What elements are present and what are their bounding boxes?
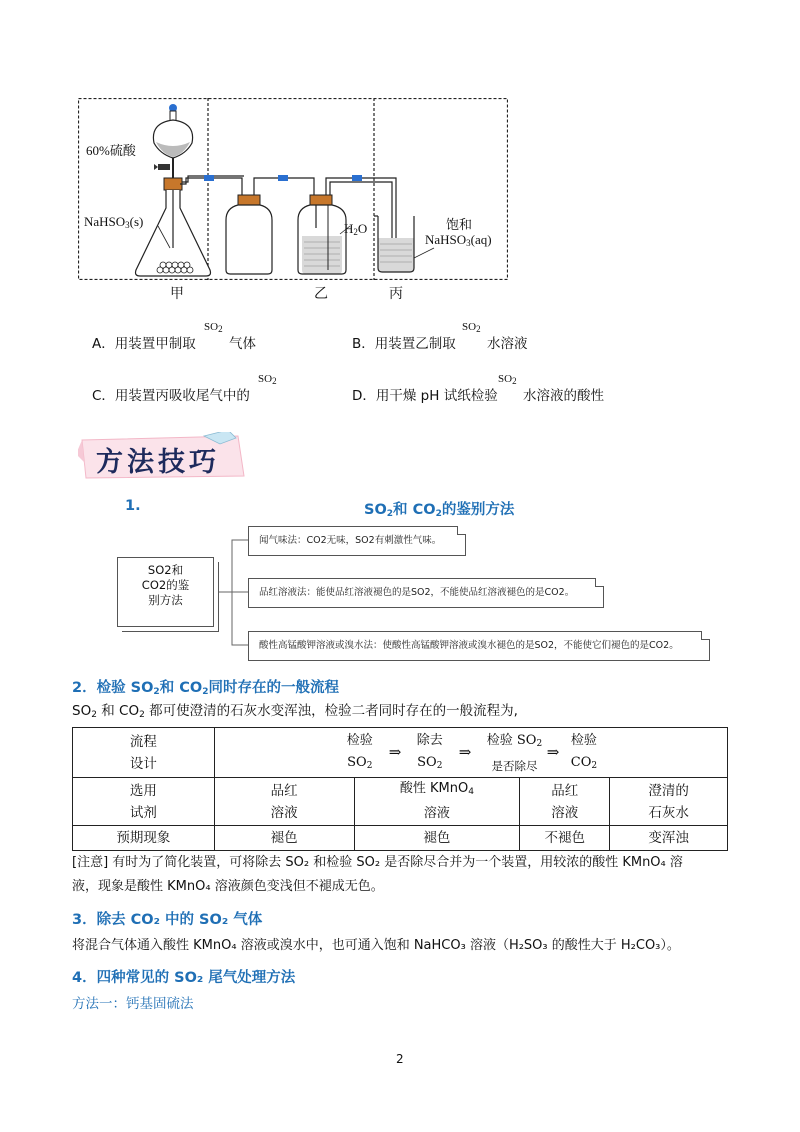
row2-head-l1: 选用 bbox=[129, 782, 157, 799]
row-head-design bbox=[73, 728, 215, 778]
option-b-tail: 水溶液 bbox=[487, 336, 528, 352]
flow-step-3 bbox=[487, 730, 542, 777]
saturated-label bbox=[446, 214, 472, 233]
step4-sub: 2 bbox=[591, 761, 598, 771]
step4-top: 检验 bbox=[570, 733, 597, 748]
s1-post: 的鉴别方法 bbox=[441, 502, 515, 518]
option-d-so: SO bbox=[498, 373, 513, 385]
note-line-1: [注意] 有时为了简化装置，可将除去 SO₂ 和检验 SO₂ 是否除尽合并为一个装置，用较浓的酸性 KMnO₄ 溶 bbox=[72, 855, 683, 870]
option-c-sub: 2 bbox=[272, 376, 277, 386]
flow-step-2 bbox=[417, 730, 443, 777]
step3-sub: 2 bbox=[536, 739, 543, 749]
reagent-cell bbox=[610, 778, 728, 826]
s1-mid: 和 CO bbox=[393, 502, 436, 518]
r2c2-kmno: 酸性 KMnO bbox=[399, 781, 469, 796]
solid-sub: 3 bbox=[125, 220, 130, 230]
step2-sub: 2 bbox=[436, 761, 443, 771]
r2c2-l2: 溶液 bbox=[423, 806, 450, 821]
reagent-cell bbox=[520, 778, 610, 826]
note-line-2: 液，现象是酸性 KMnO₄ 溶液颜色变浅但不褪成无色。 bbox=[72, 879, 384, 894]
section3-title: 3．除去 CO₂ 中的 SO₂ 气体 bbox=[72, 912, 263, 928]
step3-top bbox=[487, 730, 542, 755]
saturated-word: 饱和 bbox=[446, 217, 473, 232]
phenomenon-cell: 不褪色 bbox=[520, 826, 610, 851]
saturated-chem-label bbox=[425, 232, 492, 248]
page-number: 2 bbox=[396, 1052, 404, 1066]
separatory-funnel bbox=[153, 104, 192, 178]
flow-step-1 bbox=[347, 730, 373, 777]
solid-state: (s) bbox=[129, 214, 144, 229]
sat-sub: 3 bbox=[466, 238, 471, 248]
banner-title: 方法技巧 bbox=[96, 447, 220, 478]
reagent-cell bbox=[214, 778, 354, 826]
sat-state: (aq) bbox=[470, 232, 492, 247]
apparatus-diagram bbox=[78, 98, 508, 280]
gas-bottle-water bbox=[298, 195, 346, 274]
r2c4-l1: 澄清的 bbox=[648, 782, 689, 799]
mindmap-root-l2: CO2的鉴 bbox=[141, 578, 190, 592]
s2-sub2: 2 bbox=[202, 687, 209, 697]
section3-body: 将混合气体通入酸性 KMnO₄ 溶液或溴水中，也可通入饱和 NaHCO₃ 溶液（H₂SO₃ 的酸性大于 H₂CO₃）。 bbox=[72, 938, 680, 953]
water-label bbox=[344, 221, 367, 237]
s2-intro-post: 都可使澄清的石灰水变浑浊，检验二者同时存在的一般流程为, bbox=[144, 703, 518, 719]
option-c-so: SO bbox=[258, 373, 273, 385]
option-b-sub: 2 bbox=[476, 324, 481, 334]
s2-intro-sub2: 2 bbox=[139, 710, 145, 720]
option-d-text: D．用干燥 pH 试纸检验 bbox=[352, 388, 498, 404]
s2-intro-so: SO bbox=[72, 703, 92, 719]
step2-bottom bbox=[417, 752, 443, 777]
s2-intro-mid: 和 CO bbox=[96, 703, 140, 719]
r2c3-l2: 溶液 bbox=[551, 804, 579, 821]
section4-title: 4．四种常见的 SO₂ 尾气处理方法 bbox=[72, 970, 296, 986]
mindmap-item-kmno4: 酸性高锰酸钾溶液或溴水法：使酸性高锰酸钾溶液或溴水褪色的是SO2，不能使它们褪色的是CO2。 bbox=[248, 631, 710, 661]
option-c-text: C．用装置丙吸收尾气中的 bbox=[92, 388, 250, 404]
step4-co: CO bbox=[570, 755, 592, 770]
water-o: O bbox=[357, 221, 368, 236]
s2-sub1: 2 bbox=[153, 687, 160, 697]
step1-top: 检验 bbox=[346, 733, 373, 748]
option-a-so: SO bbox=[204, 321, 219, 333]
mindmap-root-l1: SO2和 bbox=[147, 563, 184, 577]
method-banner bbox=[78, 432, 248, 480]
r2c1-l2: 溶液 bbox=[270, 804, 298, 821]
step3-bottom: 是否除尽 bbox=[491, 759, 538, 773]
phenomenon-cell: 变浑浊 bbox=[610, 826, 728, 851]
option-a-tail: 气体 bbox=[229, 336, 256, 352]
water-sub: 2 bbox=[353, 227, 358, 237]
acid-label bbox=[86, 140, 136, 159]
r2c2-sub: 4 bbox=[468, 787, 474, 797]
option-a-text: A．用装置甲制取 bbox=[92, 336, 196, 352]
section1-title bbox=[364, 498, 514, 519]
step1-so: SO bbox=[347, 755, 367, 770]
r2c3-l1: 品红 bbox=[551, 782, 579, 799]
table-row bbox=[73, 826, 728, 851]
row1-head-l1: 流程 bbox=[129, 733, 157, 750]
step4-bottom bbox=[571, 752, 597, 777]
s2-pre: 2．检验 SO bbox=[72, 680, 154, 696]
label-bing: 丙 bbox=[389, 286, 403, 302]
option-d-sub: 2 bbox=[512, 376, 517, 386]
label-jia: 甲 bbox=[170, 286, 184, 302]
label-yi: 乙 bbox=[314, 286, 328, 302]
row1-head-l2: 设计 bbox=[129, 755, 157, 772]
row-head-reagent bbox=[73, 778, 215, 826]
flow-arrow-3: ⇒ bbox=[546, 743, 560, 761]
water-h: H bbox=[344, 221, 354, 236]
row-head-phenomenon: 预期现象 bbox=[73, 826, 215, 851]
mindmap-root bbox=[117, 557, 214, 627]
phenomenon-cell: 褪色 bbox=[214, 826, 354, 851]
solid-chem: NaHSO bbox=[84, 214, 126, 229]
s2-intro-sub1: 2 bbox=[91, 710, 97, 720]
flow-step-4 bbox=[571, 730, 597, 777]
flow-table bbox=[72, 727, 728, 851]
conical-flask bbox=[136, 178, 211, 276]
s1-sub2: 2 bbox=[435, 509, 442, 519]
flow-arrow-1: ⇒ bbox=[388, 743, 402, 761]
step2-top: 除去 bbox=[416, 733, 443, 748]
s1-so: SO bbox=[364, 502, 387, 518]
r2c4-l2: 石灰水 bbox=[648, 804, 689, 821]
acid-label-text: 60%硫酸 bbox=[86, 143, 136, 158]
section2-title bbox=[72, 676, 339, 697]
sat-chem: NaHSO bbox=[425, 232, 467, 247]
option-b-so2 bbox=[462, 322, 481, 335]
option-d-so2 bbox=[498, 374, 517, 387]
table-row bbox=[73, 728, 728, 778]
reagent-cell bbox=[354, 778, 520, 826]
s2-post: 同时存在的一般流程 bbox=[208, 680, 339, 696]
step1-sub: 2 bbox=[366, 761, 373, 771]
section4-method1: 方法一：钙基固硫法 bbox=[72, 996, 194, 1012]
connecting-tubes bbox=[180, 176, 396, 261]
s1-sub1: 2 bbox=[386, 509, 394, 519]
section1-num: 1. bbox=[125, 498, 141, 514]
step2-so: SO bbox=[417, 755, 437, 770]
row2-head-l2: 试剂 bbox=[129, 804, 157, 821]
phenomenon-cell: 褪色 bbox=[354, 826, 520, 851]
s2-mid: 和 CO bbox=[159, 680, 203, 696]
r2c2-l1 bbox=[355, 778, 520, 803]
table-row bbox=[73, 778, 728, 826]
apparatus-frame bbox=[79, 99, 508, 280]
option-a-sub: 2 bbox=[218, 324, 223, 334]
step1-bottom bbox=[347, 752, 373, 777]
flow-arrow-2: ⇒ bbox=[458, 743, 472, 761]
mindmap-item-magenta: 品红溶液法：能使品红溶液褪色的是SO2，不能使品红溶液褪色的是CO2。 bbox=[248, 578, 604, 608]
option-b-text: B．用装置乙制取 bbox=[352, 336, 456, 352]
mindmap-root-l3: 别方法 bbox=[148, 593, 183, 607]
option-d-tail: 水溶液的酸性 bbox=[523, 388, 604, 404]
gas-bottle-empty bbox=[226, 195, 272, 274]
section2-intro bbox=[72, 700, 518, 726]
option-b-so: SO bbox=[462, 321, 477, 333]
option-a-so2 bbox=[204, 322, 223, 335]
step3-so: 检验 SO bbox=[486, 733, 537, 748]
option-c-so2 bbox=[258, 374, 277, 387]
solid-label bbox=[84, 214, 143, 230]
mindmap-item-smell: 闻气味法：CO2无味，SO2有刺激性气味。 bbox=[248, 526, 466, 556]
flow-steps bbox=[214, 728, 727, 778]
r2c1-l1: 品红 bbox=[270, 782, 298, 799]
